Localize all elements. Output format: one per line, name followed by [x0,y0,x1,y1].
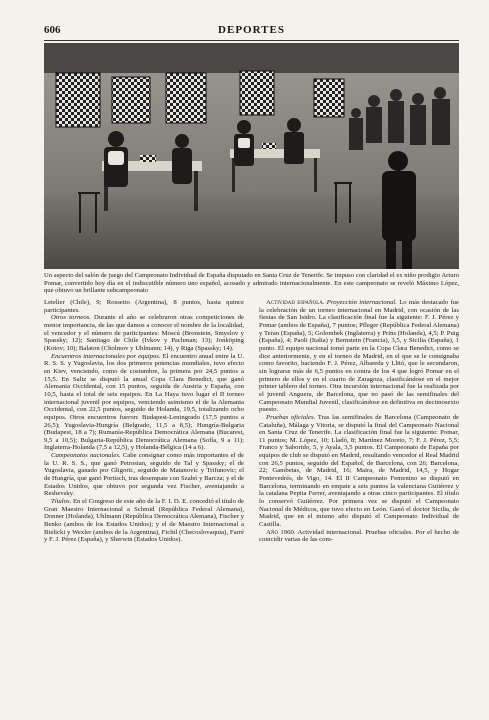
section-lead: Campeonatos nacionales. [51,452,121,460]
paragraph: Encuentros internacionales por equipos. El encuentro anual entre la U. R. S. S. y Yugoslavia, los dos primeros potencias mundiales, tuvo efecto en Kiev, venciendo, como de costumbre, la primera por 24,5 puntos a 15,5. En Saltz se disputó la anual Copa Clara Benedict, que ganó Alemania Occidental, con 15 puntos, seguida de Austria y España, con 10,5, hasta el total de seis equipos. En La Haya tuvo lugar el II torneo internacional juvenil por equipos, venciendo asimismo el de la Alemania Occidental, con 22,5 puntos, seguido de Holanda, 19,5, totalizando ocho equipos. Otros encuentros fueron: Budapest-Leningrado (17,5 puntos a 26,5); Yugoslavia-Hungría (Belgrado, 11,5 a 8,5); Hungría-Bulgaria (Budapest, 18 a 7); Rumanía-República Democrática Alemana (Bucarest, 9,5 a 10,5); Bulgaria-República Democrática Alemana (Sofía, 9 a 11); Inglaterra-Holanda (7,5 a 12,5), y Holanda-Bélgica (14 a 6). [44,352,244,452]
paragraph: Otros torneos. Durante el año se celebraron otras competiciones de menor importancia, de las que damos a conocer el nombre de la localidad, el vencedor y el número de participantes: Moscú (Bronstein, Smyslov y Spassky; 12); Santiago de Chile (Ivkov y Pachman; 13); Jonköping (Kotov; 10); Balaton (Cholmov y Uhlmann; 14), y Riga (Spassky; 14). [44,314,244,352]
page-number: 606 [44,24,61,36]
page-header [44,24,459,38]
paragraph: Títulos. En el Congreso de este año de la F. I. D. E. concedió el título de Gran Maestro Internacional a Schmid (República Federal Alemana), Donner (Holanda), Uhlmann (República Democrática Alemana), Fischer y Benko (ambos de los Estados Unidos); y el de Maestro Internacional a Bielicki y Wexler (ambos de la Argentina), Fichtl (Checoslovaquia), Farré y F. J. Pérez (España), y Sherwin (Estados Unidos). [44,498,244,544]
paragraph: Año 1960. Actividad internacional. Pruebas oficiales. Por el hecho de coincidir varias de las com- [259,528,459,544]
header-rule [44,40,459,41]
photo-caption: Un aspecto del salón de juego del Campeonato Individual de España disputado en Santa Cruz de Tenerife. Se impuso con claridad el ex niño prodigio Arturo Pomar, convertido hoy día en el indiscutible número uno español, acosado y admirado internacionalmente. En este campeonato se reveló Máximo López, que obtuvo un brillante subcampeonato [44,272,459,295]
section-lead: Títulos. [51,498,72,506]
paragraph: Letelier (Chile), 9; Rossetto (Argentina), 8 puntos, hasta quince participantes. [44,299,244,314]
paragraph: Actividad española. Proyección internacional. Lo más destacado fue la celebración de un torneo internacional en Madrid, con ocasión de las fiestas de San Isidro. La clasificación final fue la siguiente: F. J. Pérez y Pomar (ambos de España), 7 puntos; Pfleger (República Federal Alemana) y Teran (España), 5; Golombek (Inglaterra) y Prins (Holanda), 4,5; P. Puig (España), 4; Paoli (Italia) y Bernstein (Francia), 3,5, y Sicilia (España), 1 punto. El equipo nacional tomó parte en la Copa Clara Benedict, como se dice anteriormente, y en el torneo de Madrid, en el que se le consignaba como favorito, haciendo F. J. Pérez, Albareda y Llitó, que le secundaron, sin lograrse más de 6,5 puntos en contra de los 4 que logró Pomar en el primero de ellos y en el cuarto de Zaragoza, clasificándose en el mejor primer tablero del torneo. Otra incursión internacional fue la realizada por el juvenil Anguera, de Barcelona, que no pasó de las semifinales del Campeonato Mundial Juvenil, clasificándose en definitiva en decimosexto puesto. [259,299,459,414]
left-column [44,299,244,544]
chess-tournament-photo [44,43,459,269]
section-heading: Actividad española. [266,299,325,306]
photo-illustration [44,43,459,269]
running-title: DEPORTES [218,24,285,36]
paragraph: Pruebas oficiales. Tras las semifinales de Barcelona (Campeonato de Cataluña), Málaga y Vitoria, se disputó la final del Campeonato Nacional en Santa Cruz de Tenerife. La clasificación final fue la siguiente: Pomar, 11 puntos; M. López, 10; Lladó, 8; Martínez Moreto, 7; F. J. Pérez, 5,5; Franco y Saborido, 5, y Ayala, 3,5 puntos. El Campeonato de España por equipos de club se disputó en Madrid, resultando vencedor el Real Madrid con 26,5 puntos, seguido del Español, de Barcelona, con 26; Barcelona, 22; Gambetas, de Madrid, 16; Maira, de Madrid, 14,5, y Hogar Pontevedrés, de Vigo, 14. El II Campeonato Femenino se disputó en Barcelona, terminando en empate a seis puntos la valenciana Gutiérrez y la catalana Pepita Ferrer, aventajando a otras cinco participantes. El título lo conservó Gutiérrez. Por primera vez se disputó el Campeonato Nacional de Médicos, que tuvo efecto en León. Ganó el doctor Sicilia, de Madrid, que en el mismo año disputó el Campeonato Individual de Castilla. [259,413,460,529]
section-lead: Pruebas oficiales. [266,413,316,421]
paragraph: Campeonatos nacionales. Cabe consignar como más importantes el de la U. R. S. S., que ganó Petrosian, seguido de Tal y Spassky; el de Yugoslavia, ganado por Gligoric, seguido de Matanovic y Trifunovic; el de Hungría, que ganó Portisch, tras desempate con Szabó y Barcza; y el de Estados Unidos, que obtuvo por segunda vez Fischer, aventajando a Reshevsky. [44,452,245,498]
section-heading: Año 1960. [266,528,296,536]
section-lead: Proyección internacional. [326,299,397,306]
right-column [259,299,459,544]
section-lead: Encuentros internacionales por equipos. [51,352,161,360]
section-lead: Otros torneos. [51,314,91,322]
